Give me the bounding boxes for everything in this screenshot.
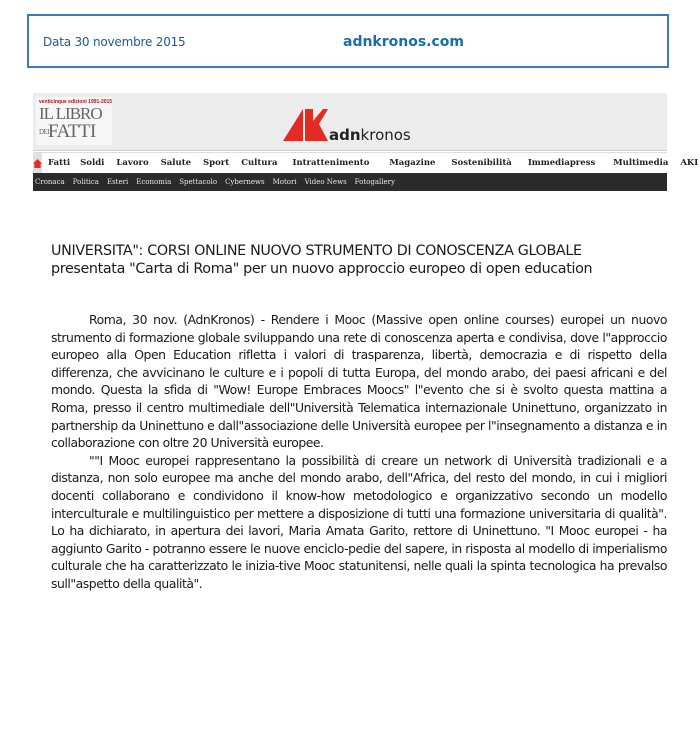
nav-item-intrattenimento[interactable]: Intrattenimento [292,158,370,168]
nav-item-immediapress[interactable]: Immediapress [527,158,596,168]
subnav-item-video-news[interactable]: Video News [304,178,347,186]
sub-nav [33,173,667,191]
subnav-item-cronaca[interactable]: Cronaca [35,178,65,186]
libro-dei: DEI [39,128,50,137]
nav-item-soldi[interactable]: Soldi [80,158,105,168]
subnav-item-economia[interactable]: Economia [136,178,172,186]
subnav-item-cybernews[interactable]: Cybernews [225,178,265,186]
article-subheadline: presentata "Carta di Roma" per un nuovo approccio europeo di open education [51,261,593,277]
nav-item-sostenibilita[interactable]: Sostenibilità [451,158,512,168]
article-paragraph: ""I Mooc europei rappresentano la possibilità di creare un network di Università tradizionali e a distanza, non solo europee ma anche del mondo arabo, dell"Africa, del resto del mondo, in cui i migliori docenti collaborano e condividono il know-how metodologico e organizzativo secondo un modello interculturale e multilinguistico per mettere a disposizione di tutti una formazione universitaria di qualità". Lo ha dichiarato, in apertura dei lavori, Maria Amata Garito, rettore di Uninettuno. "I Mooc europei - ha aggiunto Garito - potranno essere le nuove enciclo-pedie del sapere, in risposta al modello di imperialismo culturale che ha caratterizzato le inizia-tive Mooc statunitensi, nelle quali la spinta tecnologica ha prevalso sull"aspetto della qualità". [51,452,667,591]
subnav-item-fotogallery[interactable]: Fotogallery [354,178,395,186]
nav-item-aki[interactable]: AKI [680,158,699,168]
nav-item-cultura[interactable]: Cultura [241,158,278,168]
article-paragraph: Roma, 30 nov. (AdnKronos) - Rendere i Mooc (Massive open online courses) europei un nuovo strumento di formazione globale sviluppando una rete di conoscenza aperta e condivisa, dove l"approccio europeo alla Open Education rifletta i valori di trasparenza, libertà, democrazia e di rispetto della differenza, che avvicinano le culture e i popoli di tutta Europa, del mondo arabo, dei paesi africani e del mondo. Questa la sfida di "Wow! Europe Embraces Moocs" l"evento che si è svolto questa mattina a Roma, presso il centro multimediale dell"Università Telematica internazionale Uninettuno, organizzato in partnership da Uninettuno e dall"associazione delle Università europee per l"insegnamento a distanza e in collaborazione con oltre 20 Università europee. [51,312,667,451]
adnkronos-logo-icon[interactable] [283,107,328,141]
nav-item-salute[interactable]: Salute [160,158,192,168]
publication-date: Data 30 novembre 2015 [43,35,186,49]
nav-item-multimedia[interactable]: Multimedia [613,158,669,168]
libro-title-line1: IL LIBRO [39,104,102,123]
nav-home-button[interactable] [33,153,42,173]
home-icon [33,159,42,168]
nav-item-fatti[interactable]: Fatti [48,158,71,168]
subnav-item-politica[interactable]: Politica [72,178,99,186]
libro-tagline: venticinque edizioni 1991-2015 [39,99,113,105]
clipping-header [27,14,669,68]
wordmark-bold: adn [329,126,361,144]
article-title [51,242,651,278]
libro-title-line2 [39,122,96,142]
wordmark-light: kronos [360,126,411,144]
article-headline: UNIVERSITA": CORSI ONLINE NUOVO STRUMENTO DI CONOSCENZA GLOBALE [51,243,582,259]
nav-item-lavoro[interactable]: Lavoro [116,158,149,168]
subnav-item-motori[interactable]: Motori [272,178,297,186]
subnav-item-esteri[interactable]: Esteri [106,178,129,186]
libro-fatti: FATTI [48,121,96,142]
nav-item-sport[interactable]: Sport [203,158,230,168]
masthead [33,93,667,151]
subnav-item-spettacolo[interactable]: Spettacolo [179,178,218,186]
source-site: adnkronos.com [343,34,465,50]
adnkronos-wordmark[interactable] [329,126,411,144]
main-nav [33,152,699,173]
article-body [51,311,667,593]
nav-item-magazine[interactable]: Magazine [389,158,436,168]
libro-dei-fatti-logo[interactable] [36,97,112,145]
